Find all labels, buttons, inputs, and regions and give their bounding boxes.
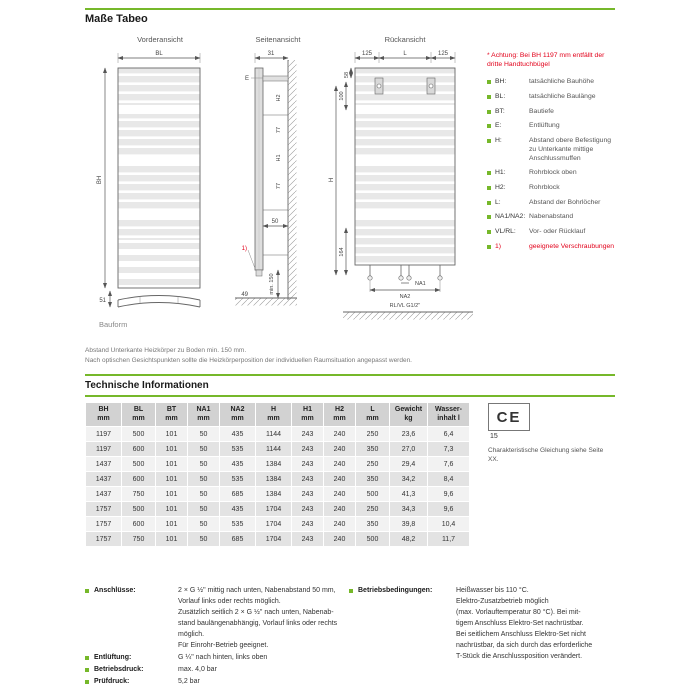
spec-line: 2 × G ½" mittig nach unten, Nabenabstand 50 mm, bbox=[178, 587, 336, 594]
header-line: H1 bbox=[303, 405, 312, 413]
table-cell: 8,4 bbox=[428, 472, 470, 487]
table-cell: 39,8 bbox=[390, 517, 428, 532]
table-cell: 50 bbox=[188, 472, 220, 487]
table-cell: 23,6 bbox=[390, 427, 428, 442]
table-cell: 27,0 bbox=[390, 442, 428, 457]
table-cell: 243 bbox=[292, 532, 324, 547]
table-row bbox=[86, 427, 470, 442]
spec-line: Zusätzlich seitlich 2 × G ½" nach unten, Nabenab- bbox=[178, 609, 334, 616]
dim-164-label: 164 bbox=[339, 247, 345, 257]
spec-line: Vorlauf links oder rechts möglich. bbox=[178, 598, 281, 605]
front-view-drawing bbox=[97, 35, 200, 329]
header-line: H bbox=[270, 405, 277, 413]
specs-right-column bbox=[349, 585, 617, 688]
legend-key: BL: bbox=[495, 93, 506, 101]
tech-table bbox=[85, 402, 470, 547]
spec-line: Für Einrohr-Betrieb geeignet. bbox=[178, 642, 269, 649]
side-view-label: Seitenansicht bbox=[255, 35, 301, 44]
table-cell: 1704 bbox=[256, 532, 292, 547]
dim-min150-label: min. 150 bbox=[269, 273, 275, 295]
table-cell: 600 bbox=[122, 472, 156, 487]
spec-line: Bei seitlichem Anschluss Elektro-Set nicht bbox=[456, 631, 586, 638]
table-cell: 50 bbox=[188, 517, 220, 532]
header-line: BH bbox=[98, 405, 109, 413]
front-view-label: Vorderansicht bbox=[137, 35, 183, 44]
spec-line: (max. Vorlauftemperatur 80 °C). Bei mit- bbox=[456, 609, 581, 616]
spec-key: Prüfdruck: bbox=[94, 678, 130, 685]
section-header bbox=[85, 374, 615, 397]
table-cell: 240 bbox=[324, 427, 356, 442]
bullet-icon bbox=[85, 668, 89, 672]
table-cell: 1197 bbox=[86, 442, 122, 457]
table-cell: 243 bbox=[292, 427, 324, 442]
table-header-cell bbox=[86, 403, 122, 427]
table-cell: 50 bbox=[188, 427, 220, 442]
table-cell: 50 bbox=[188, 532, 220, 547]
table-cell: 50 bbox=[188, 502, 220, 517]
table-cell: 240 bbox=[324, 442, 356, 457]
header-line: mm bbox=[197, 414, 210, 422]
table-cell: 243 bbox=[292, 442, 324, 457]
table-row bbox=[86, 502, 470, 517]
table-cell: 1437 bbox=[86, 457, 122, 472]
bauform-label: Bauform bbox=[99, 320, 128, 329]
table-row bbox=[86, 532, 470, 547]
header-line: Wasser- bbox=[435, 405, 462, 413]
wall-hatching bbox=[289, 60, 297, 300]
spec-value bbox=[178, 585, 347, 651]
table-cell: 243 bbox=[292, 487, 324, 502]
legend-item bbox=[487, 199, 617, 208]
bullet-icon bbox=[487, 245, 491, 249]
ce-number: 15 bbox=[490, 433, 498, 440]
bullet-icon bbox=[487, 110, 491, 114]
header-line: L bbox=[370, 405, 375, 413]
header-line: mm bbox=[231, 414, 244, 422]
spec-line: möglich. bbox=[178, 631, 205, 638]
table-cell: 101 bbox=[156, 502, 188, 517]
bullet-icon bbox=[487, 186, 491, 190]
dim-51-label: 51 bbox=[99, 298, 106, 304]
connection-valve bbox=[368, 276, 372, 280]
legend-item bbox=[487, 78, 617, 87]
legend-warning: * Achtung: Bei BH 1197 mm entfällt der dritte Handtuchbügel bbox=[487, 52, 605, 68]
bullet-icon bbox=[487, 80, 491, 84]
table-cell: 50 bbox=[188, 487, 220, 502]
table-cell: 10,4 bbox=[428, 517, 470, 532]
header-line: mm bbox=[267, 414, 280, 422]
header-line: mm bbox=[97, 414, 110, 422]
bullet-icon bbox=[85, 589, 89, 593]
spec-line: tigem Anschluss Elektro-Set nachrüstbar. bbox=[456, 620, 584, 627]
legend-text: Rohrblock oben bbox=[529, 169, 577, 177]
table-cell: 435 bbox=[220, 457, 256, 472]
dim-l-label: L bbox=[403, 51, 407, 57]
bullet-icon bbox=[487, 215, 491, 219]
table-cell: 250 bbox=[356, 502, 390, 517]
dim-bl-label: BL bbox=[155, 51, 163, 57]
spec-key: Entlüftung: bbox=[94, 654, 132, 661]
bullet-icon bbox=[487, 230, 491, 234]
table-cell: 48,2 bbox=[390, 532, 428, 547]
legend-item bbox=[487, 184, 617, 193]
table-cell: 9,6 bbox=[428, 502, 470, 517]
table-cell: 500 bbox=[122, 427, 156, 442]
spec-value bbox=[178, 652, 347, 663]
spec-line: T-Stück die Anschlussposition verändert. bbox=[456, 653, 583, 660]
bullet-icon bbox=[85, 680, 89, 684]
header-line: mm bbox=[132, 414, 145, 422]
table-cell: 600 bbox=[122, 517, 156, 532]
dim-125-right-label: 125 bbox=[437, 51, 449, 57]
dim-bh-label: BH bbox=[97, 175, 103, 185]
table-cell: 240 bbox=[324, 487, 356, 502]
legend-item bbox=[487, 93, 617, 102]
header-line: mm bbox=[366, 414, 379, 422]
header-line: NA1 bbox=[196, 405, 211, 413]
legend-key: NA1/NA2: bbox=[495, 213, 526, 221]
table-cell: 350 bbox=[356, 442, 390, 457]
legend-key: H2: bbox=[495, 183, 506, 191]
spec-key: Anschlüsse: bbox=[94, 587, 136, 594]
table-header-cell bbox=[156, 403, 188, 427]
technical-drawings bbox=[85, 30, 485, 338]
table-cell: 1757 bbox=[86, 502, 122, 517]
header-line: mm bbox=[301, 414, 314, 422]
table-cell: 250 bbox=[356, 457, 390, 472]
table-header-cell bbox=[292, 403, 324, 427]
page-title: Maße Tabeo bbox=[85, 13, 148, 25]
note-line: Abstand Unterkante Heizkörper zu Boden min. 150 mm. bbox=[85, 347, 247, 354]
legend-text: Abstand obere Befestigung zu Unterkante mittige Anschlussmuffen bbox=[529, 137, 612, 162]
note-line: Nach optischen Gesichtspunkten sollte die Heizkörperposition der individuellen Raumsituation angepasst werden. bbox=[85, 357, 412, 365]
spec-pruefdruck bbox=[85, 676, 347, 687]
radiator-rear-body bbox=[355, 68, 455, 265]
table-cell: 435 bbox=[220, 427, 256, 442]
table-cell: 435 bbox=[220, 502, 256, 517]
legend-item bbox=[487, 228, 617, 237]
spec-value bbox=[178, 664, 347, 675]
table-cell: 6,4 bbox=[428, 427, 470, 442]
header-line: BL bbox=[133, 405, 144, 413]
legend-key: BT: bbox=[495, 107, 505, 115]
bullet-icon bbox=[487, 171, 491, 175]
dim-50-label: 50 bbox=[271, 219, 279, 225]
legend-key: VL/RL: bbox=[495, 227, 516, 235]
table-cell: 1144 bbox=[256, 427, 292, 442]
dim-na1-label: NA1 bbox=[415, 281, 426, 287]
table-row bbox=[86, 472, 470, 487]
header-line: mm bbox=[165, 414, 178, 422]
table-cell: 685 bbox=[220, 532, 256, 547]
ce-mark-block bbox=[488, 403, 530, 440]
spec-line: Heißwasser bis 110 °C. bbox=[456, 587, 529, 594]
legend-item-warning bbox=[487, 243, 617, 252]
top-rule bbox=[85, 8, 615, 10]
legend-text: Rohrblock bbox=[529, 183, 560, 191]
spec-line: nachrüstbar, da sich durch das erforderliche bbox=[456, 642, 593, 649]
table-cell: 50 bbox=[188, 457, 220, 472]
legend-text: Bautiefe bbox=[529, 107, 554, 115]
table-header-cell bbox=[324, 403, 356, 427]
legend-item bbox=[487, 137, 617, 163]
table-cell: 240 bbox=[324, 502, 356, 517]
table-cell: 29,4 bbox=[390, 457, 428, 472]
table-cell: 101 bbox=[156, 457, 188, 472]
table-cell: 34,3 bbox=[390, 502, 428, 517]
vent-e-label: E bbox=[244, 76, 249, 82]
table-cell: 535 bbox=[220, 472, 256, 487]
spec-key: Betriebsbedingungen: bbox=[358, 587, 433, 594]
bullet-icon bbox=[349, 589, 353, 593]
table-cell: 7,6 bbox=[428, 457, 470, 472]
dim-77b-label: 77 bbox=[276, 182, 282, 190]
bullet-icon bbox=[487, 139, 491, 143]
table-cell: 240 bbox=[324, 472, 356, 487]
drawings-note bbox=[85, 346, 545, 366]
table-cell: 535 bbox=[220, 442, 256, 457]
connection-valve bbox=[399, 276, 403, 280]
spec-key: Betriebsdruck: bbox=[94, 666, 144, 673]
spec-line: 5,2 bar bbox=[178, 678, 200, 685]
table-header-cell bbox=[256, 403, 292, 427]
connection-valve bbox=[438, 276, 442, 280]
spec-line: Elektro-Zusatzbetrieb möglich bbox=[456, 598, 549, 605]
table-cell: 1437 bbox=[86, 472, 122, 487]
header-line: NA2 bbox=[230, 405, 245, 413]
dim-77a-label: 77 bbox=[276, 126, 282, 134]
ce-note: Charakteristische Gleichung siehe Seite XX. bbox=[488, 447, 604, 464]
table-cell: 243 bbox=[292, 517, 324, 532]
table-cell: 243 bbox=[292, 457, 324, 472]
legend-item bbox=[487, 169, 617, 178]
dim-58-label: 58 bbox=[344, 71, 350, 79]
table-cell: 1384 bbox=[256, 487, 292, 502]
legend-key: E: bbox=[495, 122, 502, 130]
side-view-drawing bbox=[235, 35, 301, 306]
table-cell: 535 bbox=[220, 517, 256, 532]
table-cell: 350 bbox=[356, 517, 390, 532]
section-title: Technische Informationen bbox=[85, 380, 209, 391]
table-cell: 101 bbox=[156, 517, 188, 532]
table-cell: 1384 bbox=[256, 472, 292, 487]
table-cell: 9,6 bbox=[428, 487, 470, 502]
table-header-row bbox=[86, 403, 470, 427]
legend-text: Entlüftung bbox=[529, 122, 560, 130]
legend-item bbox=[487, 122, 617, 131]
legend bbox=[487, 52, 617, 257]
bullet-icon bbox=[85, 656, 89, 660]
spec-entlueftung bbox=[85, 652, 347, 663]
table-row bbox=[86, 442, 470, 457]
bullet-icon bbox=[487, 124, 491, 128]
table-cell: 500 bbox=[356, 487, 390, 502]
spec-betriebsbedingungen bbox=[349, 585, 617, 662]
dim-100-label: 100 bbox=[339, 91, 345, 101]
table-cell: 7,3 bbox=[428, 442, 470, 457]
table-cell: 101 bbox=[156, 532, 188, 547]
spec-value bbox=[178, 676, 347, 687]
legend-text: geeignete Verschraubungen bbox=[529, 242, 615, 250]
dim-h2-label: H2 bbox=[276, 94, 282, 102]
table-cell: 1384 bbox=[256, 457, 292, 472]
rear-view-label: Rückansicht bbox=[384, 35, 426, 44]
dim-na2-label: NA2 bbox=[399, 294, 411, 300]
table-cell: 1704 bbox=[256, 502, 292, 517]
rear-view-drawing bbox=[329, 35, 473, 320]
table-cell: 101 bbox=[156, 427, 188, 442]
legend-key: BH: bbox=[495, 78, 507, 86]
bullet-icon bbox=[487, 201, 491, 205]
legend-text: tatsächliche Bauhöhe bbox=[529, 78, 594, 86]
table-cell: 1197 bbox=[86, 427, 122, 442]
table-cell: 1144 bbox=[256, 442, 292, 457]
table-cell: 600 bbox=[122, 442, 156, 457]
table-cell: 50 bbox=[188, 442, 220, 457]
table-cell: 243 bbox=[292, 472, 324, 487]
spec-line: max. 4,0 bar bbox=[178, 666, 217, 673]
table-cell: 350 bbox=[356, 472, 390, 487]
floor-hatching bbox=[235, 299, 297, 306]
table-cell: 240 bbox=[324, 532, 356, 547]
header-line: Gewicht bbox=[394, 405, 423, 413]
table-header-cell bbox=[428, 403, 470, 427]
spec-anschluesse bbox=[85, 585, 347, 651]
legend-text: tatsächliche Baulänge bbox=[529, 93, 596, 101]
table-cell: 240 bbox=[324, 457, 356, 472]
legend-key: L: bbox=[495, 198, 501, 206]
table-header-cell bbox=[220, 403, 256, 427]
spec-line: G ¼" nach hinten, links oben bbox=[178, 654, 268, 661]
dim-h-label: H bbox=[329, 177, 335, 183]
table-cell: 685 bbox=[220, 487, 256, 502]
header-line: inhalt l bbox=[437, 414, 460, 422]
table-cell: 250 bbox=[356, 427, 390, 442]
floor-hatching bbox=[343, 313, 473, 320]
dim-rlvl-label: RL/VL G1/2'' bbox=[389, 303, 421, 309]
table-cell: 1437 bbox=[86, 487, 122, 502]
header-line: kg bbox=[404, 414, 413, 422]
specs-left-column bbox=[85, 585, 347, 688]
table-cell: 750 bbox=[122, 532, 156, 547]
connection-valve bbox=[407, 276, 411, 280]
spec-line: stand baulängenabhängig, Vorlauf links oder rechts bbox=[178, 620, 338, 627]
legend-key: H: bbox=[495, 137, 502, 145]
table-cell: 1757 bbox=[86, 532, 122, 547]
dim-h1-label: H1 bbox=[276, 154, 282, 162]
legend-text: Vor- oder Rücklauf bbox=[529, 227, 586, 235]
table-cell: 101 bbox=[156, 487, 188, 502]
table-row bbox=[86, 487, 470, 502]
table-cell: 500 bbox=[122, 502, 156, 517]
dim-31-label: 31 bbox=[267, 51, 275, 57]
table-cell: 240 bbox=[324, 517, 356, 532]
dim-125-left-label: 125 bbox=[361, 51, 373, 57]
bullet-icon bbox=[487, 95, 491, 99]
header-line: mm bbox=[333, 414, 346, 422]
table-cell: 34,2 bbox=[390, 472, 428, 487]
legend-key: H1: bbox=[495, 169, 506, 177]
spec-value bbox=[456, 585, 617, 662]
table-header-cell bbox=[356, 403, 390, 427]
legend-item bbox=[487, 108, 617, 117]
legend-text: Abstand der Bohrlöcher bbox=[529, 198, 601, 206]
table-header-cell bbox=[390, 403, 428, 427]
table-cell: 500 bbox=[122, 457, 156, 472]
table-cell: 11,7 bbox=[428, 532, 470, 547]
specs-section bbox=[85, 585, 617, 688]
vent-stub bbox=[263, 76, 288, 81]
table-cell: 500 bbox=[356, 532, 390, 547]
legend-text: Nabenabstand bbox=[529, 213, 574, 221]
table-cell: 1704 bbox=[256, 517, 292, 532]
table-cell: 750 bbox=[122, 487, 156, 502]
table-cell: 101 bbox=[156, 472, 188, 487]
table-header-cell bbox=[122, 403, 156, 427]
legend-key: 1) bbox=[495, 242, 502, 250]
table-row bbox=[86, 457, 470, 472]
table-cell: 1757 bbox=[86, 517, 122, 532]
table-cell: 101 bbox=[156, 442, 188, 457]
table-cell: 243 bbox=[292, 502, 324, 517]
ce-mark: CE bbox=[488, 403, 530, 431]
header-line: BT bbox=[166, 405, 177, 413]
dim-49-label: 49 bbox=[241, 292, 248, 298]
table-row bbox=[86, 517, 470, 532]
header-line: H2 bbox=[335, 405, 344, 413]
legend-item bbox=[487, 213, 617, 222]
fitting-note-label: 1) bbox=[241, 246, 247, 252]
spec-betriebsdruck bbox=[85, 664, 347, 675]
table-cell: 41,3 bbox=[390, 487, 428, 502]
table-header-cell bbox=[188, 403, 220, 427]
